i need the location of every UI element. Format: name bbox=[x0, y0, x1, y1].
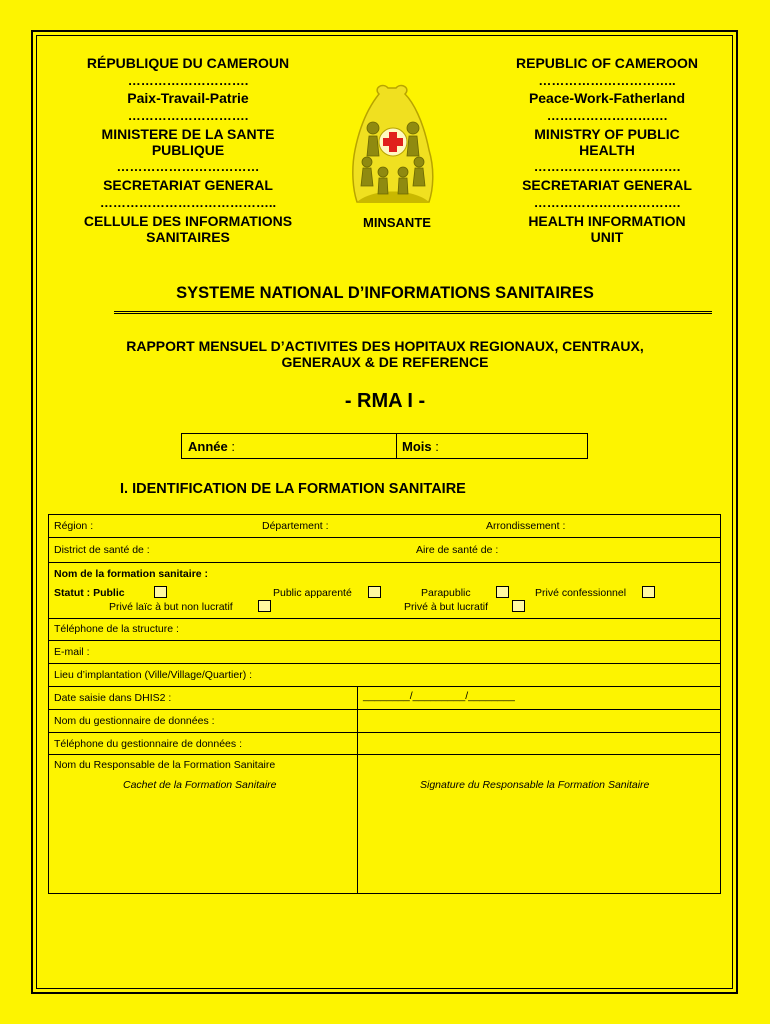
departement-field[interactable]: Département : bbox=[262, 520, 329, 532]
separator-dots: ………………………. bbox=[546, 108, 668, 123]
region-field[interactable]: Région : bbox=[54, 520, 94, 532]
structure-phone-field[interactable]: Téléphone de la structure : bbox=[54, 623, 179, 635]
stamp-area-label: Cachet de la Formation Sanitaire bbox=[123, 779, 277, 791]
separator-dots: ………………………….. bbox=[538, 73, 676, 88]
signature-area-label: Signature du Responsable la Formation Sanitaire bbox=[420, 779, 650, 791]
checkbox-public-apparente[interactable] bbox=[368, 586, 381, 598]
identification-form bbox=[48, 514, 721, 894]
unit-fr-line1: CELLULE DES INFORMATIONS bbox=[83, 213, 293, 229]
separator-dots: ………………………………….. bbox=[99, 195, 277, 210]
dhis2-date-field[interactable]: ________/_________/________ bbox=[363, 690, 515, 702]
column-divider bbox=[357, 687, 358, 893]
secretariat-fr: SECRETARIAT GENERAL bbox=[103, 177, 273, 193]
month-field[interactable] bbox=[402, 439, 439, 454]
form-row bbox=[49, 710, 720, 733]
separator-dots: ……………………………. bbox=[533, 159, 681, 174]
title-underline bbox=[114, 311, 712, 314]
month-label: Mois bbox=[402, 439, 432, 454]
prive-confessionnel-label: Privé confessionnel bbox=[535, 587, 627, 599]
aire-field[interactable]: Aire de santé de : bbox=[416, 544, 499, 556]
location-field[interactable]: Lieu d’implantation (Ville/Village/Quartier) : bbox=[54, 669, 253, 681]
header-right bbox=[488, 55, 726, 245]
motto-fr: Paix-Travail-Patrie bbox=[127, 90, 249, 106]
year-label: Année bbox=[188, 439, 228, 454]
separator-dots: ………………………. bbox=[127, 108, 249, 123]
form-code: - RMA I - bbox=[344, 390, 426, 412]
report-title bbox=[55, 338, 715, 370]
month-separator: : bbox=[431, 439, 439, 454]
checkbox-parapublic[interactable] bbox=[496, 586, 509, 598]
unit-fr-line2: SANITAIRES bbox=[146, 229, 230, 245]
form-row bbox=[49, 664, 720, 687]
status-label: Statut : Public bbox=[54, 587, 125, 599]
logo-label: MINSANTE bbox=[363, 215, 431, 230]
signature-area[interactable] bbox=[49, 775, 720, 893]
secretariat-en: SECRETARIAT GENERAL bbox=[522, 177, 692, 193]
email-field[interactable]: E-mail : bbox=[54, 646, 90, 658]
year-field[interactable] bbox=[188, 439, 235, 454]
checkbox-prive-laic[interactable] bbox=[258, 600, 271, 612]
section-title: I. IDENTIFICATION DE LA FORMATION SANITAIRE bbox=[120, 481, 466, 497]
parapublic-label: Parapublic bbox=[421, 587, 471, 599]
period-divider bbox=[396, 434, 397, 458]
data-manager-phone-field[interactable]: Téléphone du gestionnaire de données : bbox=[54, 738, 242, 750]
unit-en-line2: UNIT bbox=[590, 229, 624, 245]
period-box bbox=[181, 433, 588, 459]
arrondissement-field[interactable]: Arrondissement : bbox=[486, 520, 566, 532]
checkbox-public[interactable] bbox=[154, 586, 167, 598]
unit-en-line1: HEALTH INFORMATION bbox=[528, 213, 686, 229]
dhis2-date-label: Date saisie dans DHIS2 : bbox=[54, 692, 172, 704]
manager-name-field[interactable]: Nom du Responsable de la Formation Sanitaire bbox=[54, 759, 276, 771]
form-row bbox=[49, 755, 720, 775]
report-title-line2: GENERAUX & DE REFERENCE bbox=[281, 354, 489, 370]
data-manager-name-field[interactable]: Nom du gestionnaire de données : bbox=[54, 715, 215, 727]
year-separator: : bbox=[227, 439, 235, 454]
ministry-fr-line2: PUBLIQUE bbox=[151, 142, 225, 158]
ministry-en-line2: HEALTH bbox=[579, 142, 635, 158]
district-field[interactable]: District de santé de : bbox=[54, 544, 150, 556]
ministry-en-line1: MINISTRY OF PUBLIC bbox=[534, 126, 680, 142]
form-row bbox=[49, 515, 720, 538]
checkbox-prive-confessionnel[interactable] bbox=[642, 586, 655, 598]
prive-laic-label: Privé laïc à but non lucratif bbox=[109, 601, 233, 613]
minsante-logo bbox=[343, 80, 443, 210]
separator-dots: …………………………… bbox=[116, 159, 260, 174]
system-title: SYSTEME NATIONAL D’INFORMATIONS SANITAIRES bbox=[176, 284, 594, 302]
motto-en: Peace-Work-Fatherland bbox=[528, 90, 686, 106]
public-apparente-label: Public apparenté bbox=[273, 587, 352, 599]
separator-dots: ………………………. bbox=[127, 73, 249, 88]
header-left bbox=[55, 55, 321, 245]
checkbox-prive-lucratif[interactable] bbox=[512, 600, 525, 612]
ministry-fr-line1: MINISTERE DE LA SANTE bbox=[101, 126, 275, 142]
form-row bbox=[49, 641, 720, 664]
prive-lucratif-label: Privé à but lucratif bbox=[404, 601, 489, 613]
form-row bbox=[49, 687, 720, 710]
form-row bbox=[49, 563, 720, 619]
facility-name-field[interactable]: Nom de la formation sanitaire : bbox=[54, 568, 209, 580]
country-en: REPUBLIC OF CAMEROON bbox=[516, 55, 698, 71]
form-row bbox=[49, 538, 720, 563]
report-title-line1: RAPPORT MENSUEL D’ACTIVITES DES HOPITAUX REGIONAUX, CENTRAUX, bbox=[126, 338, 644, 354]
separator-dots: ……………………………. bbox=[533, 195, 681, 210]
country-fr: RÉPUBLIQUE DU CAMEROUN bbox=[86, 55, 290, 71]
form-row bbox=[49, 619, 720, 641]
form-row bbox=[49, 733, 720, 755]
